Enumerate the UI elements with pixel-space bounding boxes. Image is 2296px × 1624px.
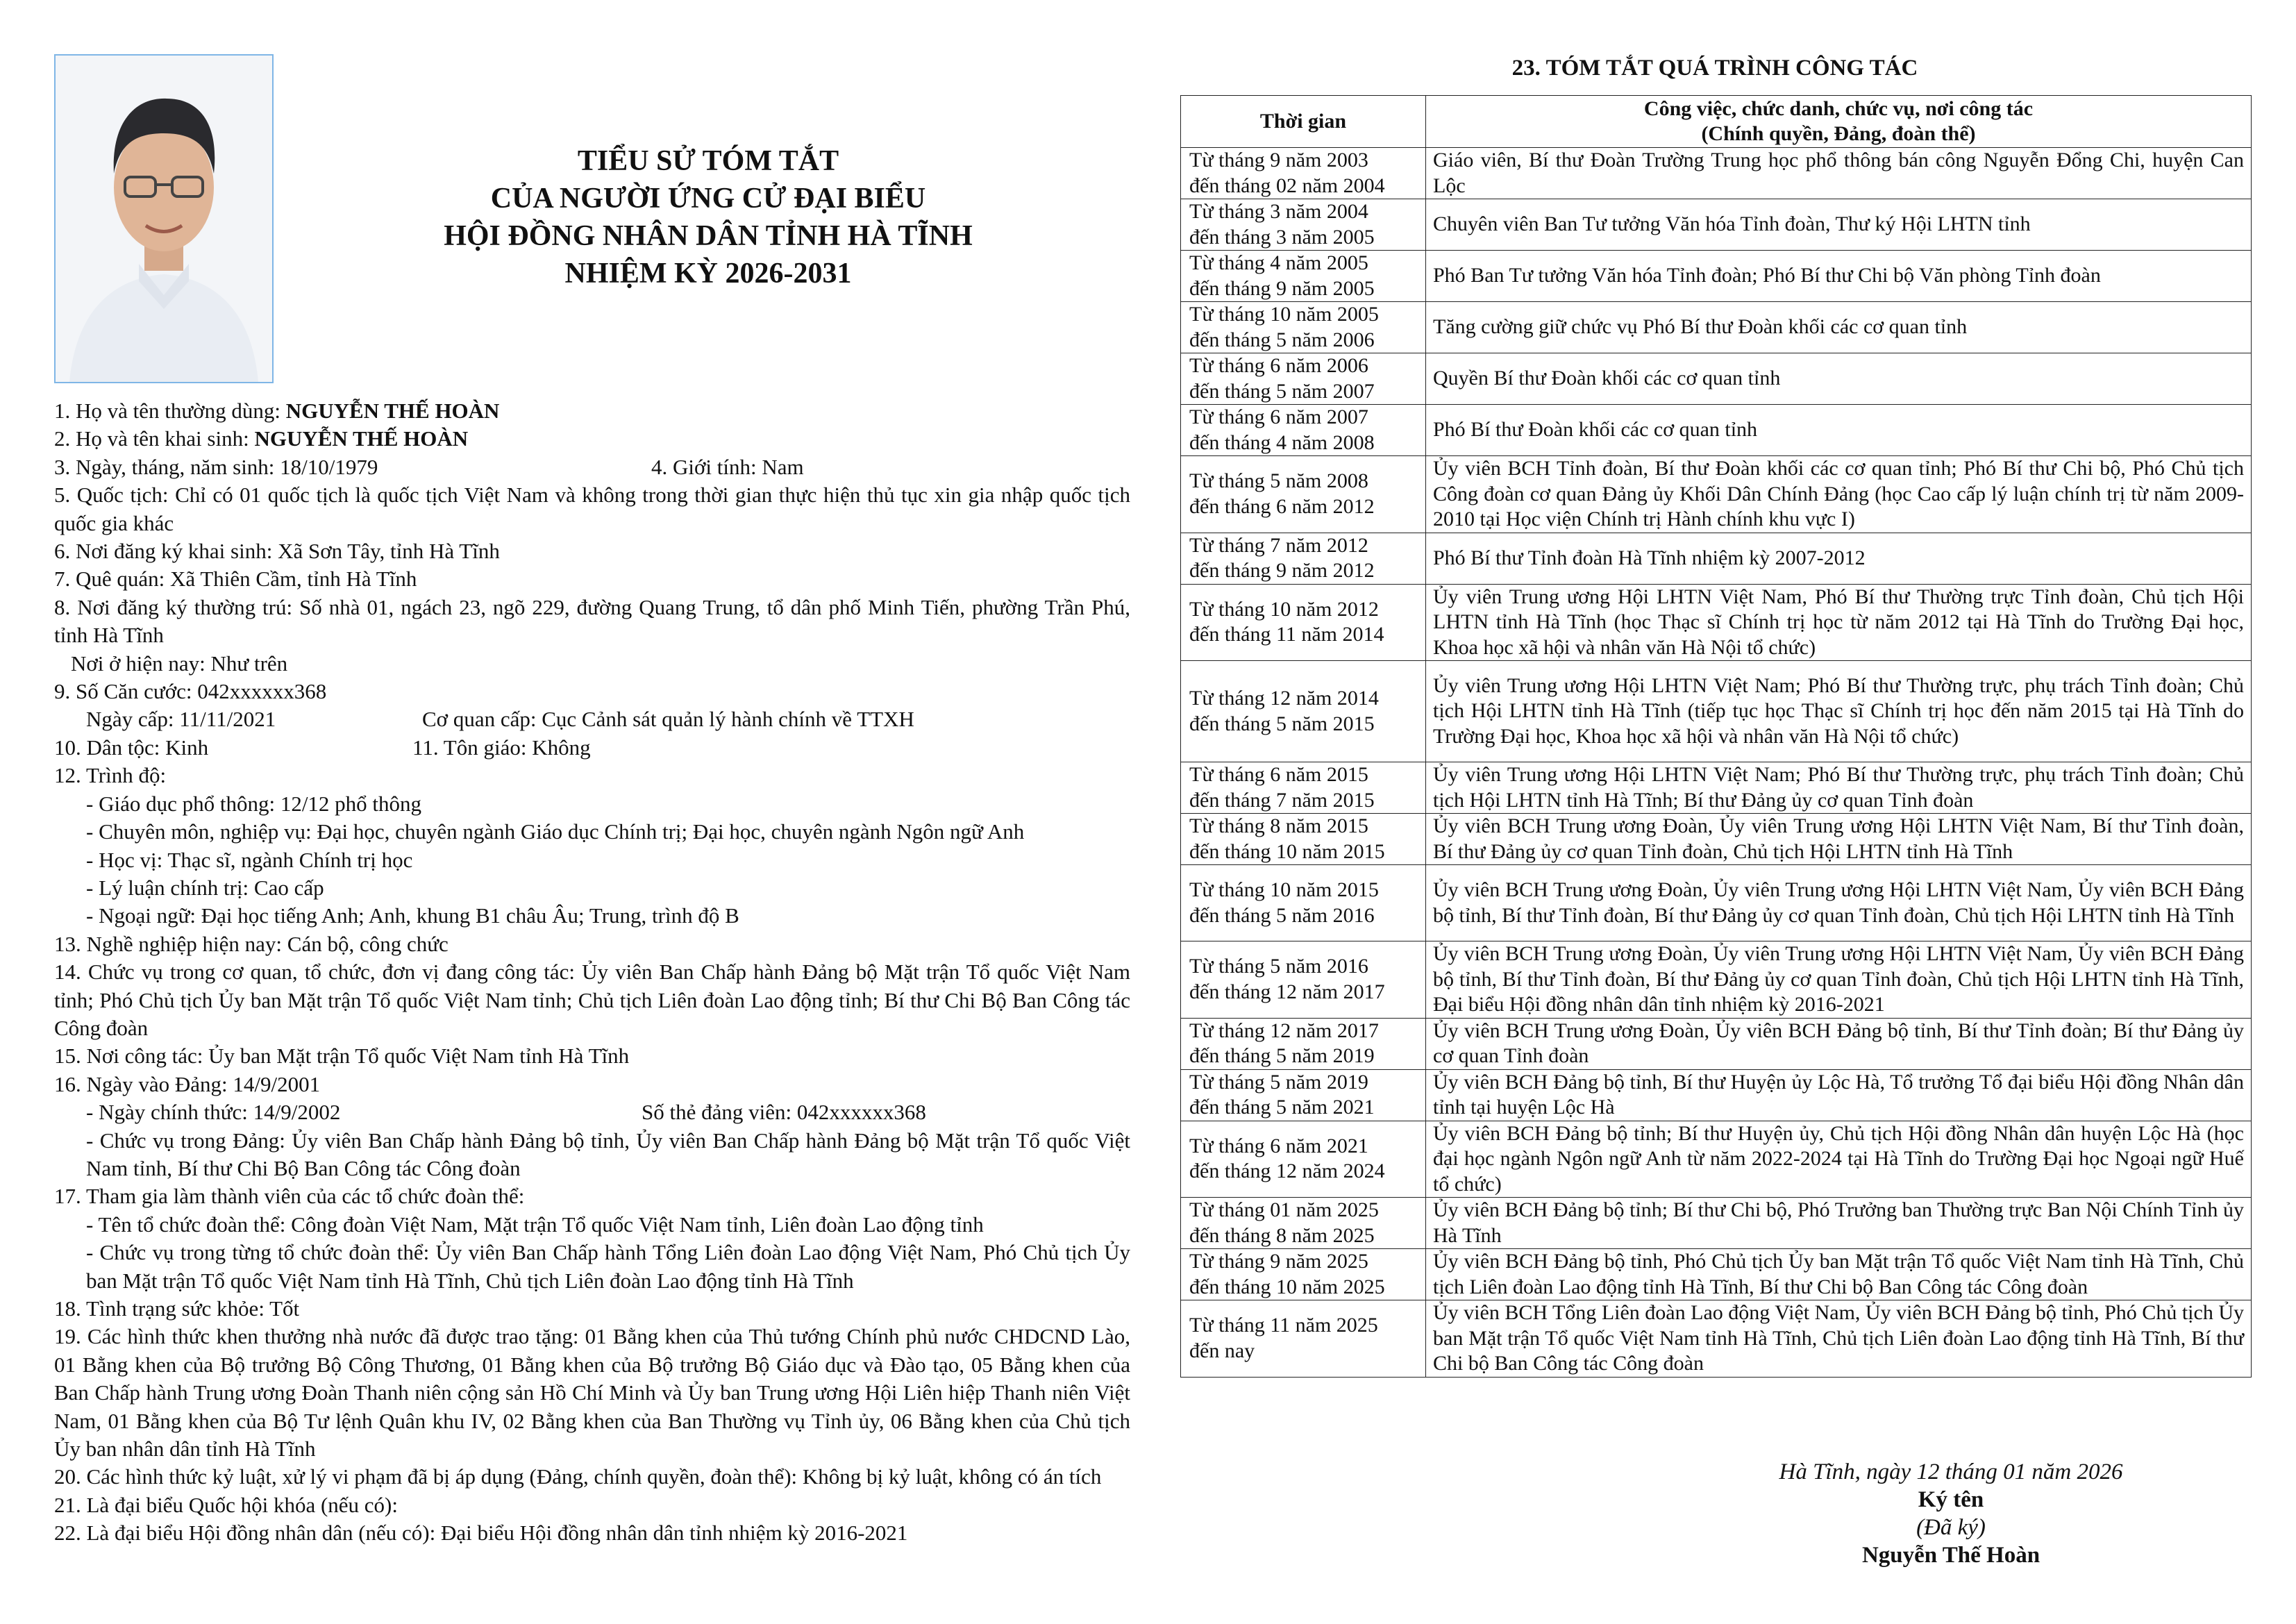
career-period	[1181, 584, 1426, 661]
bio-item-3-4	[54, 453, 1130, 481]
career-period	[1181, 1018, 1426, 1069]
career-period	[1181, 1249, 1426, 1300]
career-header-row	[1181, 96, 2252, 148]
issuing-agency: Cơ quan cấp: Cục Cảnh sát quản lý hành chính về TTXH	[422, 707, 914, 732]
career-description: Ủy viên BCH Tỉnh đoàn, Bí thư Đoàn khối các cơ quan tỉnh; Phó Bí thư Chi bộ, Phó Chủ tịch Công đoàn cơ quan Đảng ủy Khối Dân Chính Đảng (học Cao cấp lý luận chính trị từ năm 2009-2010 tại Học viện Chính trị Hành chính khu vực I)	[1426, 456, 2252, 533]
bio-item-7: 7. Quê quán: Xã Thiên Cầm, tỉnh Hà Tĩnh	[54, 567, 417, 592]
birth-name: NGUYỄN THẾ HOÀN	[254, 426, 469, 451]
bio-item-12: 12. Trình độ:	[54, 763, 167, 788]
career-row	[1181, 1249, 2252, 1300]
bio-item-6: 6. Nơi đăng ký khai sinh: Xã Sơn Tây, tỉnh Hà Tĩnh	[54, 539, 500, 564]
signed-note: (Đã ký)	[1916, 1515, 1986, 1540]
career-period	[1181, 1121, 1426, 1198]
career-row	[1181, 814, 2252, 865]
bio-item-15: 15. Nơi công tác: Ủy ban Mặt trận Tổ quốc Việt Nam tỉnh Hà Tĩnh	[54, 1044, 630, 1069]
period-from: Từ tháng 5 năm 2008	[1189, 469, 1368, 493]
career-description: Chuyên viên Ban Tư tưởng Văn hóa Tỉnh đoàn, Thư ký Hội LHTN tỉnh	[1426, 199, 2252, 251]
period-to: đến tháng 9 năm 2012	[1189, 559, 1375, 582]
education-professional: - Chuyên môn, nghiệp vụ: Đại học, chuyên ngành Giáo dục Chính trị; Đại học, chuyên ngành Ngôn ngữ Anh	[86, 819, 1025, 844]
career-row	[1181, 584, 2252, 661]
career-description: Tăng cường giữ chức vụ Phó Bí thư Đoàn khối các cơ quan tỉnh	[1426, 302, 2252, 353]
title-line-3: HỘI ĐỒNG NHÂN DÂN TỈNH HÀ TĨNH	[444, 220, 973, 252]
career-period	[1181, 661, 1426, 762]
period-to: đến tháng 5 năm 2006	[1189, 328, 1375, 351]
period-to: đến nay	[1189, 1339, 1255, 1362]
ethnicity: 10. Dân tộc: Kinh	[54, 735, 209, 760]
official-date: - Ngày chính thức: 14/9/2002	[86, 1100, 341, 1125]
career-period	[1181, 1069, 1426, 1121]
period-to: đến tháng 6 năm 2012	[1189, 494, 1375, 518]
education-general: - Giáo dục phổ thông: 12/12 phổ thông	[86, 791, 422, 816]
period-from: Từ tháng 5 năm 2016	[1189, 955, 1368, 978]
career-row	[1181, 456, 2252, 533]
career-row	[1181, 251, 2252, 302]
title-line-1: TIỂU SỬ TÓM TẮT	[577, 145, 839, 177]
career-row	[1181, 353, 2252, 405]
period-to: đến tháng 10 năm 2015	[1189, 839, 1385, 863]
career-period	[1181, 302, 1426, 353]
signature-block	[1625, 1458, 2277, 1569]
bio-item-5: 5. Quốc tịch: Chỉ có 01 quốc tịch là quốc tịch Việt Nam và không trong thời gian thực hiện thủ tục xin gia nhập quốc tịch quốc gia khác	[54, 483, 1130, 535]
period-to: đến tháng 8 năm 2025	[1189, 1223, 1375, 1247]
current-residence: Nơi ở hiện nay: Như trên	[71, 651, 288, 676]
period-from: Từ tháng 10 năm 2015	[1189, 878, 1379, 901]
bio-label: 1. Họ và tên thường dùng:	[54, 399, 286, 423]
period-to: đến tháng 12 năm 2024	[1189, 1160, 1385, 1183]
party-official-date	[54, 1098, 1130, 1126]
document-title	[361, 142, 1055, 292]
career-period	[1181, 251, 1426, 302]
career-row	[1181, 199, 2252, 251]
bio-item-13: 13. Nghề nghiệp hiện nay: Cán bộ, công chức	[54, 931, 449, 956]
bio-label: 2. Họ và tên khai sinh:	[54, 426, 255, 451]
bio-item-16: 16. Ngày vào Đảng: 14/9/2001	[54, 1071, 321, 1096]
gender: 4. Giới tính: Nam	[651, 454, 804, 479]
portrait-icon	[56, 56, 272, 382]
period-from: Từ tháng 9 năm 2003	[1189, 149, 1368, 171]
career-period	[1181, 1198, 1426, 1249]
period-to: đến tháng 9 năm 2005	[1189, 276, 1375, 300]
career-description: Ủy viên BCH Trung ương Đoàn, Ủy viên Trung ương Hội LHTN Việt Nam, Ủy viên BCH Đảng bộ tỉnh, Bí thư Tỉnh đoàn, Bí thư Đảng ủy cơ quan Tỉnh đoàn, Chủ tịch Hội LHTN tỉnh Hà Tĩnh, Đại biểu Hội đồng nhân dân tỉnh nhiệm kỳ 2016-2021	[1426, 941, 2252, 1019]
period-from: Từ tháng 12 năm 2014	[1189, 687, 1379, 710]
career-row	[1181, 148, 2252, 199]
work-header-line-2: (Chính quyền, Đảng, đoàn thể)	[1701, 122, 1976, 145]
career-description: Ủy viên BCH Trung ương Đoàn, Ủy viên Trung ương Hội LHTN Việt Nam, Bí thư Tỉnh đoàn, Bí thư Đảng ủy cơ quan Tỉnh đoàn, Chủ tịch Hội LHTN tỉnh Hà Tĩnh	[1426, 814, 2252, 865]
title-line-2: CỦA NGƯỜI ỨNG CỬ ĐẠI BIỂU	[490, 183, 926, 215]
career-period	[1181, 199, 1426, 251]
career-description: Ủy viên BCH Đảng bộ tỉnh, Phó Chủ tịch Ủy ban Mặt trận Tổ quốc Việt Nam tỉnh Hà Tĩnh, Chủ tịch Liên đoàn Lao động tỉnh Hà Tĩnh, Bí thư Chi bộ Ban Công tác Công đoàn	[1426, 1249, 2252, 1300]
career-row	[1181, 941, 2252, 1019]
career-row	[1181, 533, 2252, 584]
period-from: Từ tháng 7 năm 2012	[1189, 533, 1368, 557]
period-to: đến tháng 5 năm 2015	[1189, 712, 1375, 735]
period-from: Từ tháng 6 năm 2021	[1189, 1134, 1368, 1157]
period-from: Từ tháng 4 năm 2005	[1189, 251, 1368, 274]
career-title: 23. TÓM TẮT QUÁ TRÌNH CÔNG TÁC	[1511, 56, 1918, 81]
bio-item-19: 19. Các hình thức khen thưởng nhà nước đã được trao tặng: 01 Bằng khen của Thủ tướng Chính phủ nước CHDCND Lào, 01 Bằng khen của Bộ trưởng Bộ Công Thương, 01 Bằng khen của Bộ trưởng Bộ Giáo dục và Đào tạo, 05 Bằng khen của Ban Chấp hành Trung ương Đoàn Thanh niên cộng sản Hồ Chí Minh và Ủy ban Trung ương Hội Liên hiệp Thanh niên Việt Nam, 01 Bằng khen của Bộ Tư lệnh Quân khu IV, 02 Bằng khen của Ban Thường vụ Tỉnh ủy, 06 Bằng khen của Chủ tịch Ủy ban nhân dân tỉnh Hà Tĩnh	[54, 1324, 1130, 1462]
period-from: Từ tháng 6 năm 2006	[1189, 354, 1368, 377]
bio-item-18: 18. Tình trạng sức khỏe: Tốt	[54, 1296, 300, 1321]
career-description: Ủy viên Trung ương Hội LHTN Việt Nam; Phó Bí thư Thường trực, phụ trách Tỉnh đoàn; Chủ tịch Hội LHTN tỉnh Hà Tĩnh (tiếp tục học Thạc sĩ Chính trị học đến năm 2015 tại Hà Tĩnh do Trường Đại học, Khoa học xã hội và nhân văn Hà Nội tổ chức)	[1426, 661, 2252, 762]
career-row	[1181, 1018, 2252, 1069]
career-period	[1181, 941, 1426, 1019]
common-name: NGUYỄN THẾ HOÀN	[285, 399, 500, 423]
organization-positions: - Chức vụ trong từng tổ chức đoàn thể: Ủy viên Ban Chấp hành Tổng Liên đoàn Lao động Việt Nam, Phó Chủ tịch Ủy ban Mặt trận Tổ quốc Việt Nam tỉnh Hà Tĩnh, Chủ tịch Liên đoàn Lao động tỉnh Hà Tĩnh	[86, 1240, 1130, 1293]
career-period	[1181, 533, 1426, 584]
career-row	[1181, 1069, 2252, 1121]
religion: 11. Tôn giáo: Không	[412, 735, 591, 760]
bio-item-8: 8. Nơi đăng ký thường trú: Số nhà 01, ngách 23, ngõ 229, đường Quang Trung, tổ dân phố Minh Tiến, phường Trần Phú, tỉnh Hà Tĩnh	[54, 594, 1130, 648]
period-to: đến tháng 5 năm 2021	[1189, 1096, 1375, 1119]
period-from: Từ tháng 11 năm 2025	[1189, 1314, 1378, 1337]
period-to: đến tháng 02 năm 2004	[1189, 174, 1385, 197]
career-period	[1181, 456, 1426, 533]
career-row	[1181, 661, 2252, 762]
bio-item-17: 17. Tham gia làm thành viên của các tổ chức đoàn thể:	[54, 1184, 525, 1209]
career-period	[1181, 1300, 1426, 1378]
period-from: Từ tháng 9 năm 2025	[1189, 1250, 1368, 1273]
period-from: Từ tháng 12 năm 2017	[1189, 1019, 1379, 1042]
career-row	[1181, 405, 2252, 456]
period-from: Từ tháng 3 năm 2004	[1189, 200, 1368, 223]
academic-degree: - Học vị: Thạc sĩ, ngành Chính trị học	[86, 847, 413, 872]
place-date: Hà Tĩnh, ngày 12 tháng 01 năm 2026	[1779, 1459, 2123, 1484]
career-description: Ủy viên BCH Trung ương Đoàn, Ủy viên BCH Đảng bộ tỉnh, Bí thư Tỉnh đoàn; Bí thư Đảng ủy cơ quan Tỉnh đoàn	[1426, 1018, 2252, 1069]
career-description: Ủy viên BCH Tổng Liên đoàn Lao động Việt Nam, Ủy viên BCH Đảng bộ tỉnh, Phó Chủ tịch Ủy ban Mặt trận Tổ quốc Việt Nam tỉnh Hà Tĩnh, Chủ tịch Liên đoàn Lao động tỉnh Hà Tĩnh, Bí thư Chi bộ Ban Công tác Công đoàn	[1426, 1300, 2252, 1378]
period-to: đến tháng 12 năm 2017	[1189, 980, 1385, 1003]
work-column-header	[1426, 96, 2252, 148]
bio-item-20: 20. Các hình thức kỷ luật, xử lý vi phạm đã bị áp dụng (Đảng, chính quyền, đoàn thể): Không bị kỷ luật, không có án tích	[54, 1464, 1102, 1489]
id-card-issue	[54, 705, 1130, 733]
period-to: đến tháng 11 năm 2014	[1189, 623, 1384, 646]
career-description: Ủy viên BCH Trung ương Đoàn, Ủy viên Trung ương Hội LHTN Việt Nam, Ủy viên BCH Đảng bộ tỉnh, Bí thư Tỉnh đoàn, Bí thư Đảng ủy cơ quan Tỉnh đoàn, Chủ tịch Hội LHTN tỉnh Hà Tĩnh	[1426, 865, 2252, 941]
party-card-number: Số thẻ đảng viên: 042xxxxxx368	[642, 1100, 926, 1125]
period-to: đến tháng 5 năm 2019	[1189, 1044, 1375, 1067]
issue-date: Ngày cấp: 11/11/2021	[86, 707, 276, 732]
career-description: Ủy viên Trung ương Hội LHTN Việt Nam, Phó Bí thư Thường trực Tỉnh đoàn, Chủ tịch Hội LHTN tỉnh Hà Tĩnh (học Thạc sĩ Chính trị học từ năm 2012 tại Hà Tĩnh do Trường Đại học, Khoa học xã hội và nhân văn Hà Nội tổ chức)	[1426, 584, 2252, 661]
title-line-4: NHIỆM KỲ 2026-2031	[564, 258, 852, 290]
career-description: Quyền Bí thư Đoàn khối các cơ quan tỉnh	[1426, 353, 2252, 405]
period-to: đến tháng 3 năm 2005	[1189, 225, 1375, 249]
career-description: Phó Ban Tư tưởng Văn hóa Tỉnh đoàn; Phó Bí thư Chi bộ Văn phòng Tỉnh đoàn	[1426, 251, 2252, 302]
political-theory: - Lý luận chính trị: Cao cấp	[86, 875, 324, 900]
party-position: - Chức vụ trong Đảng: Ủy viên Ban Chấp hành Đảng bộ tỉnh, Ủy viên Ban Chấp hành Đảng bộ Mặt trận Tổ quốc Việt Nam tỉnh, Bí thư Chi Bộ Ban Công tác Công đoàn	[86, 1128, 1130, 1180]
career-description: Ủy viên Trung ương Hội LHTN Việt Nam; Phó Bí thư Thường trực, phụ trách Tỉnh đoàn; Chủ tịch Hội LHTN tỉnh Hà Tĩnh; Bí thư Đảng ủy cơ quan Tỉnh đoàn	[1426, 762, 2252, 814]
career-period	[1181, 148, 1426, 199]
career-description: Ủy viên BCH Đảng bộ tỉnh; Bí thư Huyện ủy, Chủ tịch Hội đồng Nhân dân huyện Lộc Hà (học đại học ngành Ngôn ngữ Anh từ năm 2022-2024 tại Hà Tĩnh do Trường Đại học Ngoại ngữ Huế tổ chức)	[1426, 1121, 2252, 1198]
period-to: đến tháng 7 năm 2015	[1189, 788, 1375, 812]
career-period	[1181, 865, 1426, 941]
career-period	[1181, 353, 1426, 405]
period-to: đến tháng 4 năm 2008	[1189, 430, 1375, 454]
career-period	[1181, 405, 1426, 456]
bio-item-2	[54, 425, 1130, 453]
bio-item-1	[54, 397, 1130, 425]
bio-item-10-11	[54, 734, 1130, 762]
period-from: Từ tháng 6 năm 2015	[1189, 763, 1368, 786]
period-from: Từ tháng 6 năm 2007	[1189, 405, 1368, 428]
period-from: Từ tháng 10 năm 2012	[1189, 597, 1379, 621]
bio-item-21: 21. Là đại biểu Quốc hội khóa (nếu có):	[54, 1492, 398, 1517]
work-header-line-1: Công việc, chức danh, chức vụ, nơi công tác	[1643, 97, 2034, 120]
career-table	[1180, 95, 2252, 1378]
career-rows	[1181, 148, 2252, 1378]
foreign-language: - Ngoại ngữ: Đại học tiếng Anh; Anh, khung B1 châu Âu; Trung, trình độ B	[86, 903, 739, 928]
career-row	[1181, 1300, 2252, 1378]
period-from: Từ tháng 01 năm 2025	[1189, 1198, 1379, 1221]
career-description: Phó Bí thư Tỉnh đoàn Hà Tĩnh nhiệm kỳ 2007-2012	[1426, 533, 2252, 584]
period-to: đến tháng 10 năm 2025	[1189, 1275, 1385, 1298]
career-period	[1181, 814, 1426, 865]
birth-date: 3. Ngày, tháng, năm sinh: 18/10/1979	[54, 454, 378, 479]
bio-item-9: 9. Số Căn cước: 042xxxxxx368	[54, 679, 327, 704]
career-row	[1181, 1121, 2252, 1198]
career-row	[1181, 302, 2252, 353]
career-description: Giáo viên, Bí thư Đoàn Trường Trung học phổ thông bán công Nguyễn Đổng Chi, huyện Can Lộc	[1426, 148, 2252, 199]
period-from: Từ tháng 8 năm 2015	[1189, 814, 1368, 837]
signature-label: Ký tên	[1918, 1487, 1984, 1512]
career-row	[1181, 762, 2252, 814]
period-from: Từ tháng 5 năm 2019	[1189, 1070, 1368, 1094]
career-description: Ủy viên BCH Đảng bộ tỉnh; Bí thư Chi bộ, Phó Trưởng ban Thường trực Ban Nội Chính Tỉnh ủy Hà Tĩnh	[1426, 1198, 2252, 1249]
career-row	[1181, 865, 2252, 941]
career-description: Ủy viên BCH Đảng bộ tỉnh, Bí thư Huyện ủy Lộc Hà, Tổ trưởng Tổ đại biểu Hội đồng Nhân dân tỉnh tại huyện Lộc Hà	[1426, 1069, 2252, 1121]
biography-section	[54, 397, 1130, 1548]
period-to: đến tháng 5 năm 2016	[1189, 903, 1375, 927]
bio-item-14: 14. Chức vụ trong cơ quan, tổ chức, đơn vị đang công tác: Ủy viên Ban Chấp hành Đảng bộ Mặt trận Tổ quốc Việt Nam tỉnh; Phó Chủ tịch Ủy ban Mặt trận Tổ quốc Việt Nam tỉnh; Chủ tịch Liên đoàn Lao động tỉnh; Bí thư Chi Bộ Ban Công tác Công đoàn	[54, 960, 1130, 1040]
portrait-photo	[54, 54, 274, 383]
period-to: đến tháng 5 năm 2007	[1189, 379, 1375, 403]
career-period	[1181, 762, 1426, 814]
career-description: Phó Bí thư Đoàn khối các cơ quan tỉnh	[1426, 405, 2252, 456]
time-column-header: Thời gian	[1181, 96, 1426, 148]
organization-names: - Tên tổ chức đoàn thể: Công đoàn Việt Nam, Mặt trận Tổ quốc Việt Nam tỉnh, Liên đoàn Lao động tỉnh	[86, 1212, 984, 1237]
period-from: Từ tháng 10 năm 2005	[1189, 303, 1379, 326]
signer-name: Nguyễn Thế Hoàn	[1861, 1543, 2041, 1568]
career-row	[1181, 1198, 2252, 1249]
bio-item-22: 22. Là đại biểu Hội đồng nhân dân (nếu có): Đại biểu Hội đồng nhân dân tỉnh nhiệm kỳ 2016-2021	[54, 1521, 908, 1546]
